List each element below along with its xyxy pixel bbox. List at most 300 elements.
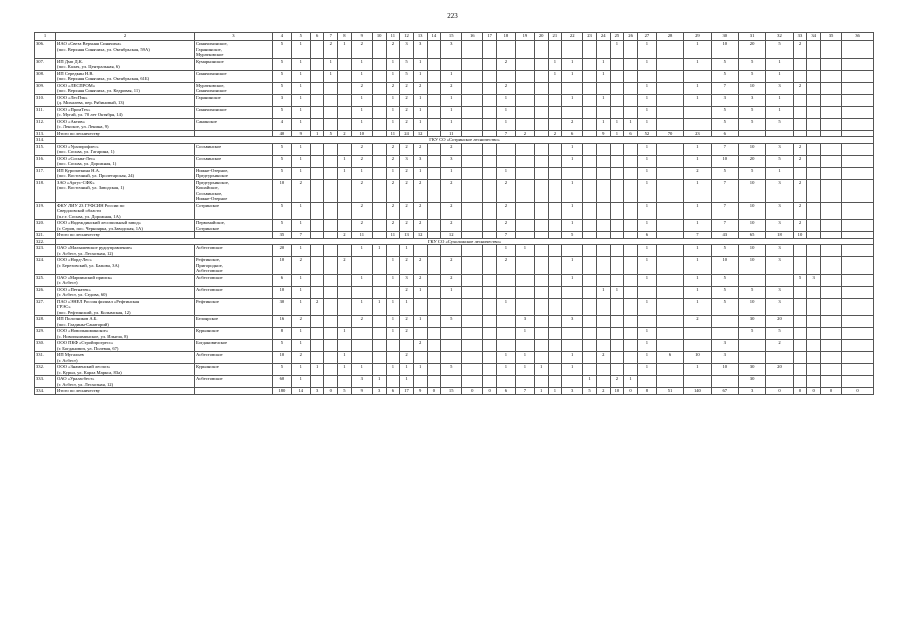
value-cell: 10 xyxy=(711,364,738,376)
value-cell xyxy=(483,364,497,376)
value-cell xyxy=(483,155,497,167)
value-cell xyxy=(610,298,624,316)
value-cell xyxy=(793,70,807,82)
value-cell: 6 xyxy=(637,232,656,239)
value-cell: 2 xyxy=(338,257,352,275)
value-cell: 2 xyxy=(400,220,414,232)
value-cell xyxy=(610,340,624,352)
row-number: 312. xyxy=(35,118,56,130)
value-cell: 2 xyxy=(562,118,583,130)
value-cell xyxy=(324,118,338,130)
value-cell xyxy=(820,41,841,59)
cell-line: ООО «Сосьва-Лес» xyxy=(57,155,96,161)
value-cell xyxy=(807,167,821,179)
value-cell xyxy=(562,82,583,94)
organization-cell xyxy=(56,202,195,220)
value-cell: 1 xyxy=(386,364,400,376)
value-cell: 10 xyxy=(610,388,624,395)
value-cell: 2 xyxy=(400,143,414,155)
forestry-area-cell xyxy=(195,340,273,352)
value-cell: 1 xyxy=(386,274,400,286)
value-cell xyxy=(656,82,683,94)
value-cell: 30 xyxy=(738,376,765,388)
value-cell xyxy=(596,106,610,118)
cell-line: Кошайское, xyxy=(196,185,219,190)
value-cell: 3 xyxy=(807,274,821,286)
value-cell: 5 xyxy=(766,118,793,130)
value-cell xyxy=(515,82,534,94)
value-cell xyxy=(548,328,562,340)
value-cell: 1 xyxy=(291,118,310,130)
value-cell: 5 xyxy=(738,286,765,298)
value-cell xyxy=(548,257,562,275)
value-cell: 1 xyxy=(610,286,624,298)
value-cell: 1 xyxy=(441,106,462,118)
value-cell: 0 xyxy=(324,388,338,395)
value-cell: 1 xyxy=(637,41,656,59)
value-cell xyxy=(483,143,497,155)
value-cell: 1 xyxy=(400,364,414,376)
forestry-area-cell xyxy=(195,274,273,286)
value-cell xyxy=(372,82,386,94)
value-cell: 1 xyxy=(596,70,610,82)
cell-line: Итого по лесничеству xyxy=(57,130,100,136)
value-cell xyxy=(596,41,610,59)
value-cell xyxy=(807,179,821,202)
cell-line: Предтурьинское, xyxy=(196,179,230,185)
value-cell xyxy=(310,220,324,232)
value-cell xyxy=(548,202,562,220)
value-cell xyxy=(793,245,807,257)
value-cell: 2 xyxy=(324,41,338,59)
value-cell: 1 xyxy=(637,118,656,130)
value-cell: 1 xyxy=(386,316,400,328)
value-cell xyxy=(624,352,638,364)
value-cell: 2 xyxy=(793,155,807,167)
value-cell xyxy=(548,340,562,352)
cell-line: Свердловской области xyxy=(57,208,101,213)
value-cell xyxy=(338,286,352,298)
forestry-area-cell xyxy=(195,94,273,106)
value-cell xyxy=(807,316,821,328)
value-cell xyxy=(427,340,441,352)
value-cell xyxy=(386,286,400,298)
value-cell xyxy=(842,340,874,352)
value-cell: 1 xyxy=(413,286,427,298)
value-cell: 2 xyxy=(400,82,414,94)
value-cell: 5 xyxy=(711,118,738,130)
value-cell: 2 xyxy=(441,202,462,220)
section-title: ГКУ СО «Сотринское лесничество» xyxy=(56,137,874,144)
value-cell xyxy=(372,155,386,167)
value-cell: 1 xyxy=(496,245,515,257)
value-cell xyxy=(372,202,386,220)
value-cell xyxy=(610,274,624,286)
value-cell: 2 xyxy=(413,179,427,202)
value-cell: 1 xyxy=(637,274,656,286)
value-cell xyxy=(596,245,610,257)
value-cell xyxy=(793,328,807,340)
value-cell xyxy=(820,245,841,257)
cell-line: (с. Мугай, ул. 70 лет Октября, 14) xyxy=(57,112,123,117)
header-cell: 22 xyxy=(562,33,583,41)
table-row xyxy=(35,364,874,376)
cell-line: (д. Михалева, пер. Рябиновый, 13) xyxy=(57,100,125,105)
value-cell: 5 xyxy=(338,388,352,395)
value-cell: 1 xyxy=(496,364,515,376)
value-cell: 1 xyxy=(338,155,352,167)
value-cell xyxy=(462,82,483,94)
value-cell xyxy=(462,167,483,179)
value-cell: 9 xyxy=(596,130,610,137)
value-cell: 2 xyxy=(386,179,400,202)
table-row xyxy=(35,41,874,59)
value-cell xyxy=(496,286,515,298)
value-cell: 11 xyxy=(386,130,400,137)
cell-line: Синячихинское, xyxy=(196,41,228,46)
value-cell: 2 xyxy=(400,328,414,340)
value-cell xyxy=(372,364,386,376)
header-cell: 14 xyxy=(427,33,441,41)
value-cell xyxy=(624,286,638,298)
value-cell: 1 xyxy=(291,298,310,316)
value-cell: 1 xyxy=(496,298,515,316)
value-cell xyxy=(338,220,352,232)
value-cell: 9 xyxy=(351,388,372,395)
value-cell: 0 xyxy=(462,388,483,395)
value-cell: 6 xyxy=(624,130,638,137)
value-cell xyxy=(820,364,841,376)
value-cell xyxy=(656,70,683,82)
value-cell: 10 xyxy=(738,245,765,257)
value-cell: 2 xyxy=(496,257,515,275)
value-cell xyxy=(515,106,534,118)
cell-line: Нижне-Озерное xyxy=(196,196,228,201)
value-cell xyxy=(807,364,821,376)
value-cell xyxy=(610,58,624,70)
value-cell xyxy=(462,340,483,352)
value-cell: 2 xyxy=(400,257,414,275)
value-cell xyxy=(793,376,807,388)
value-cell xyxy=(562,328,583,340)
cell-line: Кумарьинское xyxy=(196,58,224,64)
value-cell xyxy=(483,316,497,328)
cell-line: Муратковское, xyxy=(196,82,225,88)
cell-line: (г. Серов, пос. Черноярка, ул.Заводская, 1А) xyxy=(57,225,143,231)
value-cell: 2 xyxy=(413,274,427,286)
header-cell: 36 xyxy=(842,33,874,41)
header-cell: 5 xyxy=(291,33,310,41)
cell-line: Итого по лесничеству xyxy=(57,232,100,237)
value-cell xyxy=(583,316,597,328)
value-cell xyxy=(496,328,515,340)
value-cell xyxy=(534,245,548,257)
cell-line: ФКУ ЛИУ 23 ГУФСИН России по xyxy=(57,202,125,208)
value-cell: 2 xyxy=(596,388,610,395)
value-cell xyxy=(548,179,562,202)
forestry-area-cell xyxy=(195,118,273,130)
value-cell: 0 xyxy=(766,388,793,395)
value-cell: 1 xyxy=(338,328,352,340)
value-cell: 1 xyxy=(324,58,338,70)
table-row xyxy=(35,257,874,275)
cell-line: (пос. Восточный, ул. Заводская, 1) xyxy=(57,185,125,190)
value-cell xyxy=(548,41,562,59)
row-number: 322. xyxy=(35,238,56,245)
cell-line: Курьинское xyxy=(196,364,219,369)
cell-line: (г. Асбест) xyxy=(57,357,78,363)
row-number: 330. xyxy=(35,340,56,352)
value-cell xyxy=(515,118,534,130)
value-cell xyxy=(656,340,683,352)
value-cell xyxy=(427,364,441,376)
value-cell xyxy=(562,167,583,179)
value-cell: 1 xyxy=(548,388,562,395)
value-cell xyxy=(462,364,483,376)
row-number: 311. xyxy=(35,106,56,118)
value-cell: 1 xyxy=(291,220,310,232)
cell-line: ИП Середкин Н.В. xyxy=(57,70,94,76)
value-cell xyxy=(413,245,427,257)
value-cell: 1 xyxy=(684,220,711,232)
value-cell xyxy=(820,167,841,179)
value-cell: 5 xyxy=(738,328,765,340)
value-cell: 1 xyxy=(684,179,711,202)
header-cell: 15 xyxy=(441,33,462,41)
table-row xyxy=(35,316,874,328)
row-number: 315. xyxy=(35,143,56,155)
value-cell xyxy=(496,274,515,286)
header-cell: 27 xyxy=(637,33,656,41)
value-cell xyxy=(842,179,874,202)
value-cell xyxy=(656,328,683,340)
value-cell: 1 xyxy=(351,94,372,106)
value-cell: 2 xyxy=(351,82,372,94)
header-cell: 12 xyxy=(400,33,414,41)
value-cell xyxy=(372,274,386,286)
value-cell xyxy=(596,155,610,167)
forestry-area-cell xyxy=(195,167,273,179)
forestry-area-cell xyxy=(195,41,273,59)
value-cell: 7 xyxy=(291,232,310,239)
value-cell xyxy=(462,41,483,59)
value-cell xyxy=(820,155,841,167)
organization-cell xyxy=(56,58,195,70)
value-cell: 2 xyxy=(413,220,427,232)
value-cell: 5 xyxy=(272,155,291,167)
value-cell xyxy=(462,286,483,298)
value-cell xyxy=(624,202,638,220)
cell-line: ОАО «Ураласбест» xyxy=(57,376,95,381)
value-cell: 1 xyxy=(351,274,372,286)
value-cell xyxy=(324,179,338,202)
forestry-area-cell xyxy=(195,352,273,364)
value-cell: 3 xyxy=(766,179,793,202)
value-cell: 1 xyxy=(637,364,656,376)
cell-line: (пос. Сосьва, ул. Дорожная, 1) xyxy=(57,161,117,166)
cell-line: (пос. Калач, ул. Центральная, 6) xyxy=(57,64,120,69)
table-row xyxy=(35,106,874,118)
value-cell xyxy=(483,167,497,179)
value-cell: 1 xyxy=(637,58,656,70)
value-cell xyxy=(624,274,638,286)
cell-line: ООО «ЛЕСПРОМ» xyxy=(57,82,96,88)
value-cell: 1 xyxy=(548,70,562,82)
table-row xyxy=(35,220,874,232)
value-cell xyxy=(624,167,638,179)
value-cell xyxy=(637,316,656,328)
value-cell xyxy=(793,352,807,364)
value-cell: 5 xyxy=(738,106,765,118)
value-cell xyxy=(483,257,497,275)
value-cell xyxy=(656,298,683,316)
value-cell xyxy=(427,58,441,70)
value-cell: 3 xyxy=(766,245,793,257)
value-cell xyxy=(534,274,548,286)
value-cell xyxy=(483,106,497,118)
value-cell: 2 xyxy=(351,179,372,202)
value-cell xyxy=(372,286,386,298)
value-cell xyxy=(427,257,441,275)
value-cell: 2 xyxy=(515,130,534,137)
value-cell xyxy=(372,179,386,202)
value-cell: 5 xyxy=(272,340,291,352)
value-cell xyxy=(427,167,441,179)
value-cell xyxy=(534,41,548,59)
value-cell xyxy=(310,118,324,130)
value-cell: 2 xyxy=(351,316,372,328)
value-cell: 10 xyxy=(738,82,765,94)
value-cell xyxy=(534,143,548,155)
value-cell xyxy=(807,143,821,155)
value-cell: 1 xyxy=(562,58,583,70)
value-cell: 1 xyxy=(372,298,386,316)
value-cell: 6 xyxy=(272,274,291,286)
value-cell: 7 xyxy=(711,179,738,202)
value-cell xyxy=(656,316,683,328)
value-cell xyxy=(324,286,338,298)
value-cell: 10 xyxy=(738,220,765,232)
value-cell xyxy=(656,41,683,59)
value-cell: 2 xyxy=(684,167,711,179)
value-cell xyxy=(842,245,874,257)
value-cell xyxy=(596,274,610,286)
section-title: ГКУ СО «Сухоложское лесничество» xyxy=(56,238,874,245)
value-cell xyxy=(427,298,441,316)
value-cell xyxy=(534,328,548,340)
value-cell xyxy=(583,352,597,364)
value-cell xyxy=(427,286,441,298)
header-cell: 34 xyxy=(807,33,821,41)
value-cell: 0 xyxy=(427,388,441,395)
value-cell xyxy=(483,328,497,340)
cell-line: ООО «Петнатек» xyxy=(57,286,91,292)
value-cell: 7 xyxy=(684,232,711,239)
total-row xyxy=(35,388,874,395)
value-cell: 0 xyxy=(793,388,807,395)
value-cell xyxy=(624,41,638,59)
cell-line: (п.г.т. Сосьва, ул. Дорожная, 1А) xyxy=(57,213,121,219)
header-row xyxy=(35,33,874,41)
forestry-area-cell xyxy=(195,316,273,328)
value-cell: 1 xyxy=(386,118,400,130)
value-cell xyxy=(324,167,338,179)
value-cell: 7 xyxy=(515,388,534,395)
value-cell xyxy=(766,376,793,388)
value-cell xyxy=(496,143,515,155)
value-cell: 1 xyxy=(515,328,534,340)
value-cell: 10 xyxy=(272,352,291,364)
organization-cell xyxy=(56,316,195,328)
value-cell xyxy=(711,316,738,328)
value-cell xyxy=(310,274,324,286)
value-cell xyxy=(427,143,441,155)
value-cell xyxy=(656,167,683,179)
value-cell: 10 xyxy=(272,257,291,275)
value-cell: 2 xyxy=(291,257,310,275)
value-cell: 1 xyxy=(624,376,638,388)
value-cell: 1 xyxy=(338,352,352,364)
value-cell xyxy=(583,245,597,257)
value-cell xyxy=(462,202,483,220)
value-cell xyxy=(583,41,597,59)
cell-line: ООО «ПромТех» xyxy=(57,106,91,112)
value-cell: 1 xyxy=(386,70,400,82)
value-cell: 6 xyxy=(386,388,400,395)
value-cell xyxy=(820,316,841,328)
value-cell: 1 xyxy=(583,376,597,388)
cell-line: (пос. Гладины-Санаторий) xyxy=(57,321,109,327)
value-cell xyxy=(483,41,497,59)
value-cell xyxy=(583,106,597,118)
value-cell xyxy=(310,167,324,179)
value-cell xyxy=(583,70,597,82)
cell-line: (г. Асбест, ул. Седова, 60) xyxy=(57,292,107,297)
cell-line: ООО «Знаменский леспоз» xyxy=(57,364,111,369)
value-cell xyxy=(656,245,683,257)
header-cell: 8 xyxy=(338,33,352,41)
value-cell: 8 xyxy=(637,388,656,395)
value-cell: 1 xyxy=(413,94,427,106)
value-cell: 1 xyxy=(637,340,656,352)
value-cell: 5 xyxy=(711,286,738,298)
row-number: 309. xyxy=(35,82,56,94)
value-cell: 10 xyxy=(272,179,291,202)
value-cell xyxy=(324,340,338,352)
value-cell: 0 xyxy=(820,388,841,395)
value-cell xyxy=(548,364,562,376)
value-cell: 3 xyxy=(413,41,427,59)
value-cell xyxy=(624,340,638,352)
value-cell xyxy=(610,94,624,106)
row-number: 331. xyxy=(35,352,56,364)
header-cell: 2 xyxy=(56,33,195,41)
value-cell xyxy=(324,364,338,376)
cell-line: Нижне-Озерное, xyxy=(196,167,229,173)
value-cell xyxy=(496,155,515,167)
value-cell xyxy=(483,274,497,286)
value-cell xyxy=(548,352,562,364)
value-cell: 20 xyxy=(766,316,793,328)
row-number: 326. xyxy=(35,286,56,298)
value-cell: 3 xyxy=(766,298,793,316)
row-number: 318. xyxy=(35,179,56,202)
value-cell: 2 xyxy=(496,220,515,232)
value-cell: 1 xyxy=(400,298,414,316)
value-cell xyxy=(483,179,497,202)
value-cell: 2 xyxy=(386,155,400,167)
value-cell: 1 xyxy=(684,82,711,94)
